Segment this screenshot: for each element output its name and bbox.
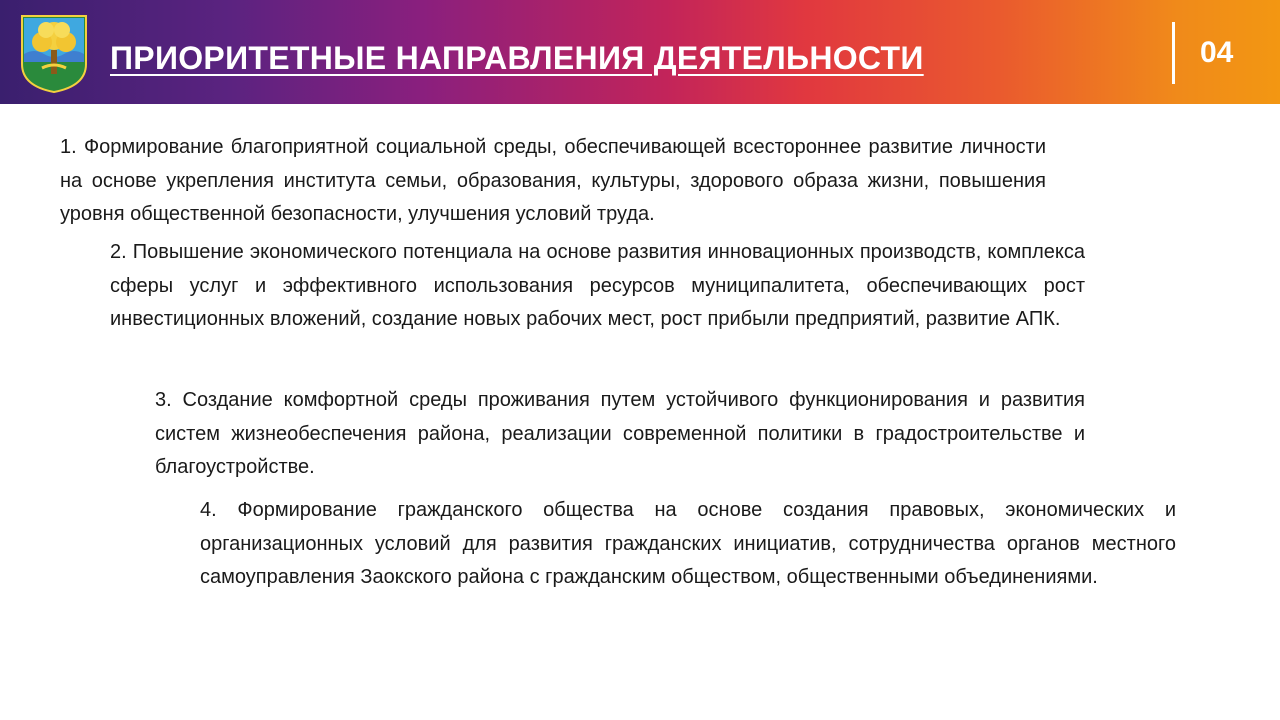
priority-item-3: 3. Создание комфортной среды проживания путем устойчивого функционирования и развития систем жизнеобеспечения района, реализации современной политики в градостроительстве и благоустройстве. bbox=[155, 389, 1085, 478]
priority-item-2: 2. Повышение экономического потенциала на основе развития инновационных производств, комплекса сферы услуг и эффективного использования ресурсов муниципалитета, обеспечивающих рост инвестиционных вложений, создание новых рабочих мест, рост прибыли предприятий, развитие АПК. bbox=[110, 241, 1085, 330]
slide-number: 04 bbox=[1200, 36, 1234, 69]
header-bar bbox=[0, 0, 1280, 104]
coat-of-arms-icon bbox=[20, 14, 88, 94]
priority-item-1: 1. Формирование благоприятной социальной среды, обеспечивающей всестороннее развитие личности на основе укрепления института семьи, образования, культуры, здорового образа жизни, повышения уровня общественной безопасности, улучшения условий труда. bbox=[60, 136, 1046, 225]
page-title: ПРИОРИТЕТНЫЕ НАПРАВЛЕНИЯ ДЕЯТЕЛЬНОСТИ bbox=[110, 40, 924, 76]
priority-item-4: 4. Формирование гражданского общества на основе создания правовых, экономических и организационных условий для развития гражданских инициатив, сотрудничества органов местного самоуправления Заокского района с гражданским обществом, общественными объединениями. bbox=[200, 499, 1176, 588]
header-divider bbox=[1172, 22, 1175, 84]
